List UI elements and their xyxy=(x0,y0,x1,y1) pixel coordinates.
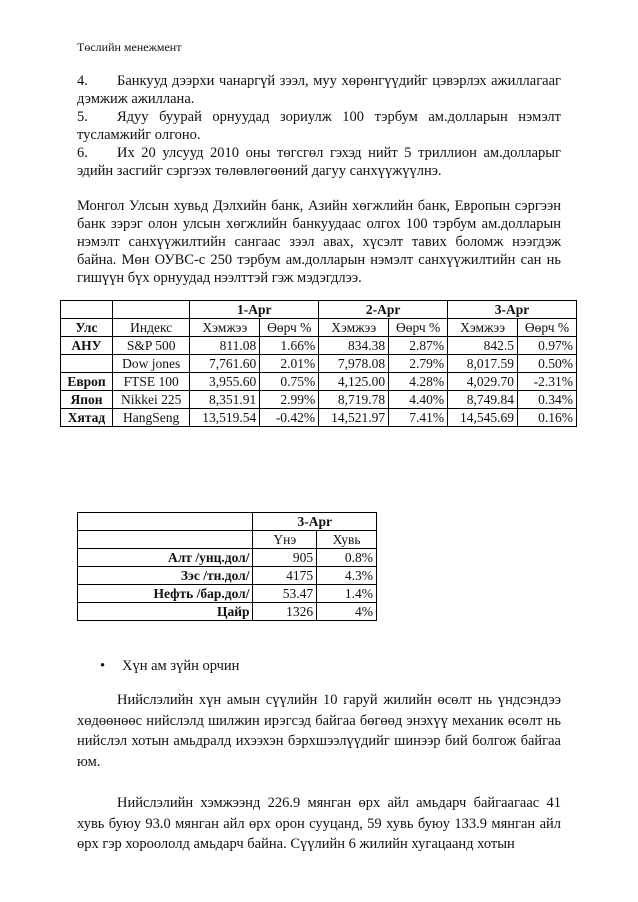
intro-paragraph: Монгол Улсын хувьд Дэлхийн банк, Азийн хөгжлийн банк, Европын сэргээн банк зэрэг олон улсын хөгжлийн банкуудаас олгох 100 тэрбум ам.долларын нэмэлт санхүүжилтийн сангаас зээл авах, хүсэлт тавих боломж нээгдэж байна. Мөн ОУВС-с 250 тэрбум ам.долларын нэмэлт санхүүжилтийн сан нь гишүүн бүх орнуудад нээлттэй гэж мэдэгдлээ. xyxy=(77,198,561,286)
date-header: 2-Apr xyxy=(319,301,448,319)
column-header: Хэмжээ xyxy=(190,319,260,337)
bullet-item xyxy=(100,658,239,675)
list-text: Их 20 улсууд 2010 оны төгсгөл гэхэд нийт 5 триллион ам.долларыг эдийн засгийг сэргээх төлөвлөгөөний дагуу санхүүжүүлнэ. xyxy=(77,145,561,179)
column-header: Улс xyxy=(61,319,113,337)
table-row: Япон Nikkei 225 8,351.91 2.99% 8,719.78 4.40% 8,749.84 0.34% xyxy=(61,391,577,409)
column-header: Өөрч % xyxy=(518,319,577,337)
section-heading: Хүн ам зүйн орчин xyxy=(122,658,240,674)
list-text: Банкууд дээрхи чанаргүй зээл, муу хөрөнгүүдийг цэвэрлэх ажиллагааг дэмжиж ажиллана. xyxy=(77,73,561,107)
column-header: Өөрч % xyxy=(389,319,448,337)
column-header: Өөрч % xyxy=(260,319,319,337)
list-number: 6. xyxy=(77,145,88,161)
list-item xyxy=(77,72,561,108)
column-header: Хэмжээ xyxy=(448,319,518,337)
table-row: Европ FTSE 100 3,955.60 0.75% 4,125.00 4.28% 4,029.70 -2.31% xyxy=(61,373,577,391)
bullet-icon: • xyxy=(100,658,106,674)
list-item xyxy=(77,144,561,180)
table-row: АНУ S&P 500 811.08 1.66% 834.38 2.87% 842.5 0.97% xyxy=(61,337,577,355)
table-row: Цайр 1326 4% xyxy=(78,603,377,621)
numbered-list xyxy=(77,72,561,180)
column-header: Хувь xyxy=(317,531,377,549)
table-row: Алт /унц.дол/ 905 0.8% xyxy=(78,549,377,567)
column-header: Үнэ xyxy=(253,531,317,549)
list-number: 4. xyxy=(77,73,88,89)
body-paragraph: Нийслэлийн хэмжээнд 226.9 мянган өрх айл амьдарч байгаагаас 41 хувь буюу 93.0 мянган айл өрх орон сууцанд, 59 хувь буюу 133.9 мянган айл өрх гэр хороололд амьдарч байна. Сүүлийн 6 жилийн хугацаанд хотын xyxy=(77,795,561,852)
list-text: Ядуу буурай орнуудад зориулж 100 тэрбум ам.долларын нэмэлт тусламжийг олгоно. xyxy=(77,109,561,143)
commodity-table xyxy=(77,512,377,621)
stock-index-table xyxy=(60,300,577,427)
date-header: 1-Apr xyxy=(190,301,319,319)
list-item xyxy=(77,108,561,144)
table-row: Dow jones 7,761.60 2.01% 7,978.08 2.79% 8,017.59 0.50% xyxy=(61,355,577,373)
body-paragraph: Нийслэлийн хүн амын сүүлийн 10 гаруй жилийн өсөлт нь үндсэндээ хөдөөнөөс нийслэлд шилжин ирэгсэд байгаа бөгөөд энэхүү механик өсөлт нь нийслэл хотын амьдралд ихээхэн бэрхшээлүүдийг шинээр бий болгож байгаа юм. xyxy=(77,692,561,770)
page-header: Төслийн менежмент xyxy=(77,40,182,54)
column-header: Хэмжээ xyxy=(319,319,389,337)
list-number: 5. xyxy=(77,109,88,125)
table-row: Зэс /тн.дол/ 4175 4.3% xyxy=(78,567,377,585)
column-header: Индекс xyxy=(113,319,190,337)
date-header: 3-Apr xyxy=(253,513,377,531)
date-header: 3-Apr xyxy=(448,301,577,319)
table-row: Нефть /бар.дол/ 53.47 1.4% xyxy=(78,585,377,603)
table-row: Хятад HangSeng 13,519.54 -0.42% 14,521.97 7.41% 14,545.69 0.16% xyxy=(61,409,577,427)
